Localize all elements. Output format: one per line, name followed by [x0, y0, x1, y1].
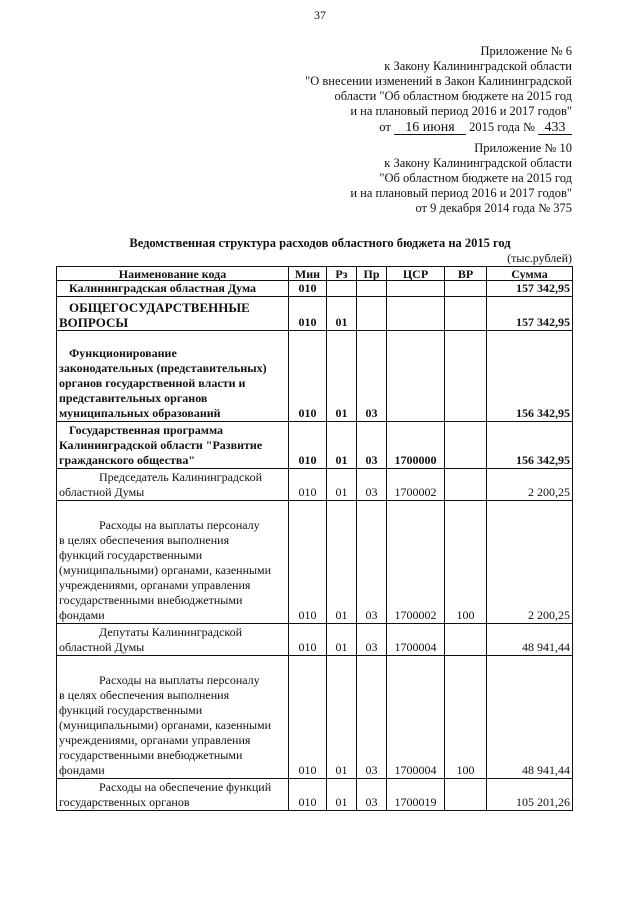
row-name: Расходы на обеспечение функций государственных органов	[57, 779, 289, 811]
row-min: 010	[289, 297, 327, 331]
budget-table	[56, 266, 573, 811]
row-vr: 100	[445, 656, 487, 779]
row-sum: 2 200,25	[487, 501, 573, 624]
header-csr: ЦСР	[387, 267, 445, 281]
row-rz	[327, 281, 357, 297]
header-rz: Рз	[327, 267, 357, 281]
row-vr	[445, 297, 487, 331]
row-name: Председатель Калининградской областной Думы	[57, 469, 289, 501]
appendix-10-date: от 9 декабря 2014 года № 375	[415, 201, 572, 215]
row-pr: 03	[357, 656, 387, 779]
row-min: 010	[289, 624, 327, 656]
row-rz: 01	[327, 422, 357, 469]
table-row	[57, 297, 573, 331]
document-title: Ведомственная структура расходов областного бюджета на 2015 год	[129, 236, 511, 250]
row-sum: 48 941,44	[487, 656, 573, 779]
row-sum: 157 342,95	[487, 297, 573, 331]
date-prefix: от	[379, 120, 391, 134]
date-suffix: 2015 года №	[469, 120, 535, 134]
table-row	[57, 624, 573, 656]
appendix-6-law: к Закону Калининградской области	[384, 59, 572, 73]
appendix-6-amend: "О внесении изменений в Закон Калининградской	[305, 74, 572, 88]
row-sum: 156 342,95	[487, 422, 573, 469]
row-vr	[445, 331, 487, 422]
row-rz: 01	[327, 469, 357, 501]
row-min: 010	[289, 779, 327, 811]
handwritten-number: 433	[538, 121, 572, 135]
row-pr	[357, 281, 387, 297]
row-csr: 1700002	[387, 469, 445, 501]
row-vr	[445, 281, 487, 297]
page-number: 37	[314, 8, 326, 22]
row-sum: 2 200,25	[487, 469, 573, 501]
row-name: Государственная программа Калининградской области "Развитие гражданского общества"	[57, 422, 289, 469]
appendix-10-law: к Закону Калининградской области	[384, 156, 572, 170]
row-min: 010	[289, 469, 327, 501]
row-min: 010	[289, 281, 327, 297]
header-pr: Пр	[357, 267, 387, 281]
row-pr: 03	[357, 501, 387, 624]
row-name: Расходы на выплаты персоналу в целях обеспечения выполнения функций государственными (муниципальными) органами, казенными учреждениями, органами управления государственными внебюджетными фондами	[57, 656, 289, 779]
row-csr: 1700019	[387, 779, 445, 811]
row-csr: 1700004	[387, 624, 445, 656]
row-csr	[387, 297, 445, 331]
table-row	[57, 779, 573, 811]
table-row	[57, 422, 573, 469]
row-pr: 03	[357, 779, 387, 811]
header-min: Мин	[289, 267, 327, 281]
appendix-10-period: и на плановый период 2016 и 2017 годов"	[350, 186, 572, 200]
appendix-10-header	[350, 141, 572, 216]
row-rz: 01	[327, 297, 357, 331]
appendix-6-header	[305, 44, 572, 135]
row-rz: 01	[327, 624, 357, 656]
row-pr: 03	[357, 624, 387, 656]
row-csr: 1700002	[387, 501, 445, 624]
header-sum: Сумма	[487, 267, 573, 281]
header-vr: ВР	[445, 267, 487, 281]
appendix-6-date-line	[305, 120, 572, 135]
row-name: Депутаты Калининградской областной Думы	[57, 624, 289, 656]
row-name: ОБЩЕГОСУДАРСТВЕННЫЕ ВОПРОСЫ	[57, 297, 289, 331]
row-sum: 157 342,95	[487, 281, 573, 297]
row-min: 010	[289, 422, 327, 469]
row-name: Калининградская областная Дума	[57, 281, 289, 297]
row-rz: 01	[327, 779, 357, 811]
appendix-6-title: Приложение № 6	[480, 44, 572, 58]
row-sum: 156 342,95	[487, 331, 573, 422]
row-rz: 01	[327, 501, 357, 624]
row-min: 010	[289, 331, 327, 422]
row-csr: 1700004	[387, 656, 445, 779]
table-row	[57, 501, 573, 624]
table-row	[57, 281, 573, 297]
row-pr: 03	[357, 331, 387, 422]
row-min: 010	[289, 501, 327, 624]
header-name: Наименование кода	[57, 267, 289, 281]
row-sum: 105 201,26	[487, 779, 573, 811]
row-vr	[445, 779, 487, 811]
table-row	[57, 331, 573, 422]
row-name: Расходы на выплаты персоналу в целях обеспечения выполнения функций государственными (муниципальными) органами, казенными учреждениями, органами управления государственными внебюджетными фондами	[57, 501, 289, 624]
row-vr	[445, 422, 487, 469]
row-rz: 01	[327, 656, 357, 779]
table-row	[57, 469, 573, 501]
row-pr	[357, 297, 387, 331]
row-vr	[445, 469, 487, 501]
appendix-10-title: Приложение № 10	[474, 141, 572, 155]
row-vr: 100	[445, 501, 487, 624]
row-pr: 03	[357, 422, 387, 469]
appendix-6-period: и на плановый период 2016 и 2017 годов"	[350, 104, 572, 118]
appendix-6-budget: области "Об областном бюджете на 2015 год	[334, 89, 572, 103]
row-csr	[387, 331, 445, 422]
handwritten-date: 16 июня	[394, 121, 466, 135]
row-csr	[387, 281, 445, 297]
row-sum: 48 941,44	[487, 624, 573, 656]
units-note: (тыс.рублей)	[507, 251, 572, 265]
row-vr	[445, 624, 487, 656]
row-name: Функционирование законодательных (представительных) органов государственной власти и представительных органов муниципальных образований	[57, 331, 289, 422]
row-pr: 03	[357, 469, 387, 501]
table-row	[57, 656, 573, 779]
row-rz: 01	[327, 331, 357, 422]
row-csr: 1700000	[387, 422, 445, 469]
table-header-row	[57, 267, 573, 281]
row-min: 010	[289, 656, 327, 779]
appendix-10-budget: "Об областном бюджете на 2015 год	[379, 171, 572, 185]
